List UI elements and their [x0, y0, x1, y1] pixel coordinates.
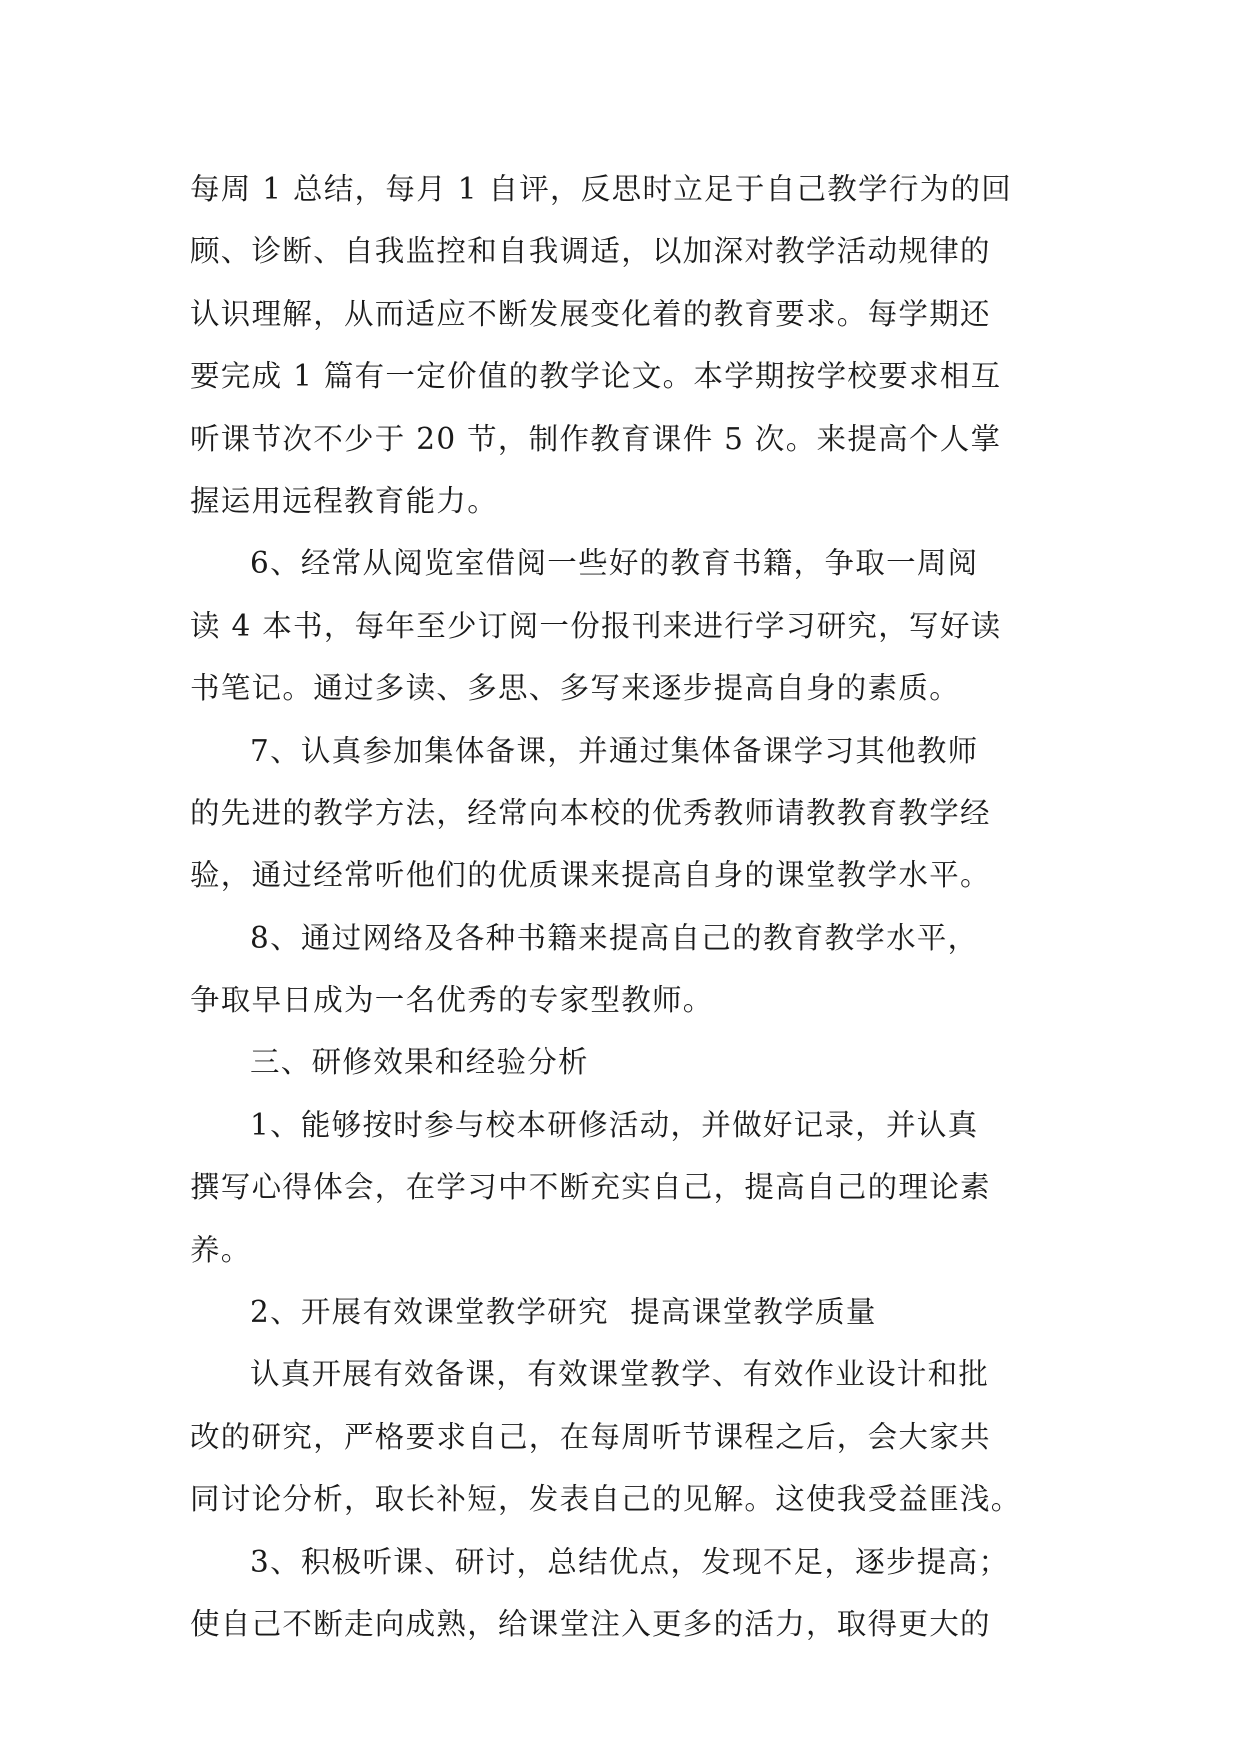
text-line: 养。: [190, 1232, 252, 1267]
paragraph-start-line: 8、通过网络及各种书籍来提高自己的教育教学水平，: [250, 920, 979, 955]
text-line: 握运用远程教育能力。: [190, 483, 499, 518]
text-line: 读 4 本书，每年至少订阅一份报刊来进行学习研究，写好读: [190, 608, 1002, 643]
text-line: 每周 1 总结，每月 1 自评，反思时立足于自己教学行为的回: [190, 172, 1013, 206]
text-line: 顾、诊断、自我监控和自我调适，以加深对教学活动规律的: [190, 234, 991, 269]
text-line: 撰写心得体会，在学习中不断充实自己，提高自己的理论素: [190, 1170, 991, 1205]
text-line: 认识理解，从而适应不断发展变化着的教育要求。每学期还: [190, 296, 991, 331]
section-heading: 三、研修效果和经验分析: [250, 1045, 589, 1080]
text-line: 同讨论分析，取长补短，发表自己的见解。这使我受益匪浅。: [190, 1482, 1022, 1517]
paragraph-start-line: 认真开展有效备课，有效课堂教学、有效作业设计和批: [250, 1357, 990, 1392]
text-line: 听课节次不少于 20 节，制作教育课件 5 次。来提高个人掌: [190, 421, 1002, 456]
text-line: 要完成 1 篇有一定价值的教学论文。本学期按学校要求相互: [190, 359, 1002, 394]
paragraph-start-line: 1、能够按时参与校本研修活动，并做好记录，并认真: [250, 1107, 979, 1142]
subsection-heading: 2、开展有效课堂教学研究 提高课堂教学质量: [250, 1295, 877, 1330]
text-line: 验，通过经常听他们的优质课来提高自身的课堂教学水平。: [190, 858, 991, 893]
text-line: 改的研究，严格要求自己，在每周听节课程之后，会大家共: [190, 1419, 991, 1454]
text-line: 的先进的教学方法，经常向本校的优秀教师请教教育教学经: [190, 795, 991, 830]
paragraph-start-line: 3、积极听课、研讨，总结优点，发现不足，逐步提高；: [250, 1544, 1010, 1579]
text-line: 使自己不断走向成熟，给课堂注入更多的活力，取得更大的: [190, 1606, 991, 1641]
paragraph-start-line: 6、经常从阅览室借阅一些好的教育书籍，争取一周阅: [250, 546, 979, 581]
document-body: [190, 158, 1070, 1655]
text-line: 书笔记。通过多读、多思、多写来逐步提高自身的素质。: [190, 671, 961, 706]
text-line: 争取早日成为一名优秀的专家型教师。: [190, 983, 714, 1018]
paragraph-start-line: 7、认真参加集体备课，并通过集体备课学习其他教师: [250, 733, 979, 768]
